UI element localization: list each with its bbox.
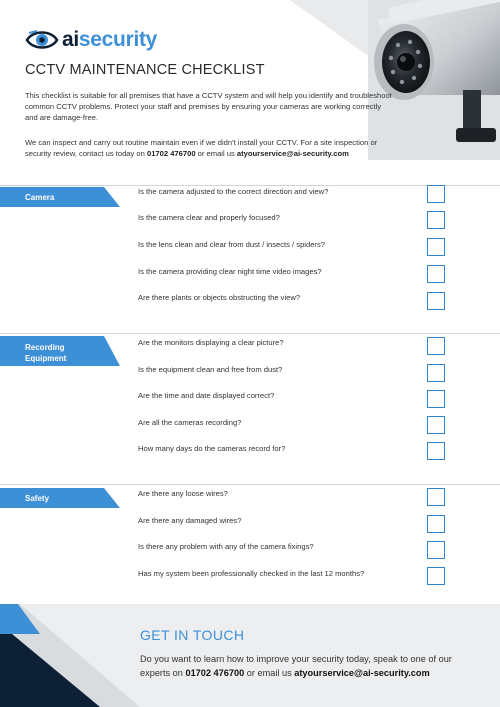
question-item: Are the monitors displaying a clear picture?	[138, 338, 284, 347]
contact-paragraph	[25, 137, 395, 159]
contact-email-link[interactable]: atyourservice@ai-security.com	[236, 149, 349, 159]
section-tab-camera	[0, 187, 120, 207]
checkbox[interactable]	[427, 185, 445, 203]
section-label-equipment: Equipment	[25, 354, 67, 363]
section-label-safety: Safety	[25, 494, 50, 503]
checkbox[interactable]	[427, 265, 445, 283]
footer-text: Do you want to learn how to improve your security today, speak to one of our experts on	[140, 654, 452, 678]
checkbox[interactable]	[427, 567, 445, 585]
section-tab-shape	[0, 488, 120, 508]
intro-paragraph: This checklist is suitable for all premises that have a CCTV system and will help you identify and troubleshoot common CCTV problems. Protect your staff and premises by ensuring your cameras are working correctly and are damage-free.	[25, 91, 392, 123]
section-tab-safety	[0, 488, 120, 508]
logo-wordmark	[62, 29, 157, 51]
checkbox[interactable]	[427, 515, 445, 533]
get-in-touch-text	[140, 652, 470, 680]
question-item: Are there any damaged wires?	[138, 516, 242, 525]
question-item: Has my system been professionally checked in the last 12 months?	[138, 569, 365, 578]
page-title: CCTV MAINTENANCE CHECKLIST	[25, 62, 265, 78]
section-tab-shape	[0, 187, 120, 207]
question-item: Is the camera adjusted to the correct direction and view?	[138, 187, 329, 196]
checkbox[interactable]	[427, 390, 445, 408]
section-label-camera: Camera	[25, 193, 55, 202]
question-item: Are all the cameras recording?	[138, 418, 242, 427]
section-divider	[0, 333, 500, 334]
footer-corner-graphic	[0, 604, 140, 707]
checkbox[interactable]	[427, 292, 445, 310]
question-item: Are the time and date displayed correct?	[138, 391, 275, 400]
question-item: Are there plants or objects obstructing the view?	[138, 293, 301, 302]
checkbox[interactable]	[427, 364, 445, 382]
ai-security-logo	[25, 29, 157, 51]
checkbox[interactable]	[427, 442, 445, 460]
checkbox[interactable]	[427, 337, 445, 355]
logo-security-text: security	[78, 28, 158, 51]
section-divider	[0, 185, 500, 186]
section-divider	[0, 484, 500, 485]
contact-text: We can inspect and carry out routine maintain even if we didn't install your CCTV. For a site inspection or security review, contact us today on	[25, 138, 378, 159]
eye-logo-icon	[25, 29, 59, 51]
question-item: Is there any problem with any of the camera fixings?	[138, 542, 314, 551]
contact-phone[interactable]: 01702 476700	[146, 149, 196, 159]
footer-mid-text: or email us	[244, 668, 295, 678]
question-item: Is the lens clean and clear from dust / insects / spiders?	[138, 240, 325, 249]
checkbox[interactable]	[427, 541, 445, 559]
checkbox[interactable]	[427, 238, 445, 256]
footer-email-link[interactable]: atyourservice@ai-security.com	[294, 668, 430, 678]
question-item: How many days do the cameras record for?	[138, 444, 286, 453]
footer-phone[interactable]: 01702 476700	[185, 668, 245, 678]
question-item: Is the camera clear and properly focused?	[138, 213, 280, 222]
cctv-camera-image	[368, 0, 500, 160]
logo-ai-text: ai	[62, 28, 79, 51]
question-item: Are there any loose wires?	[138, 489, 228, 498]
checkbox[interactable]	[427, 211, 445, 229]
checkbox[interactable]	[427, 488, 445, 506]
section-label-recording: Recording	[25, 343, 65, 352]
checkbox[interactable]	[427, 416, 445, 434]
contact-mid-text: or email us	[195, 149, 237, 159]
question-item: Is the camera providing clear night time video images?	[138, 267, 322, 276]
get-in-touch-heading: GET IN TOUCH	[140, 627, 245, 643]
question-item: Is the equipment clean and free from dust?	[138, 365, 283, 374]
